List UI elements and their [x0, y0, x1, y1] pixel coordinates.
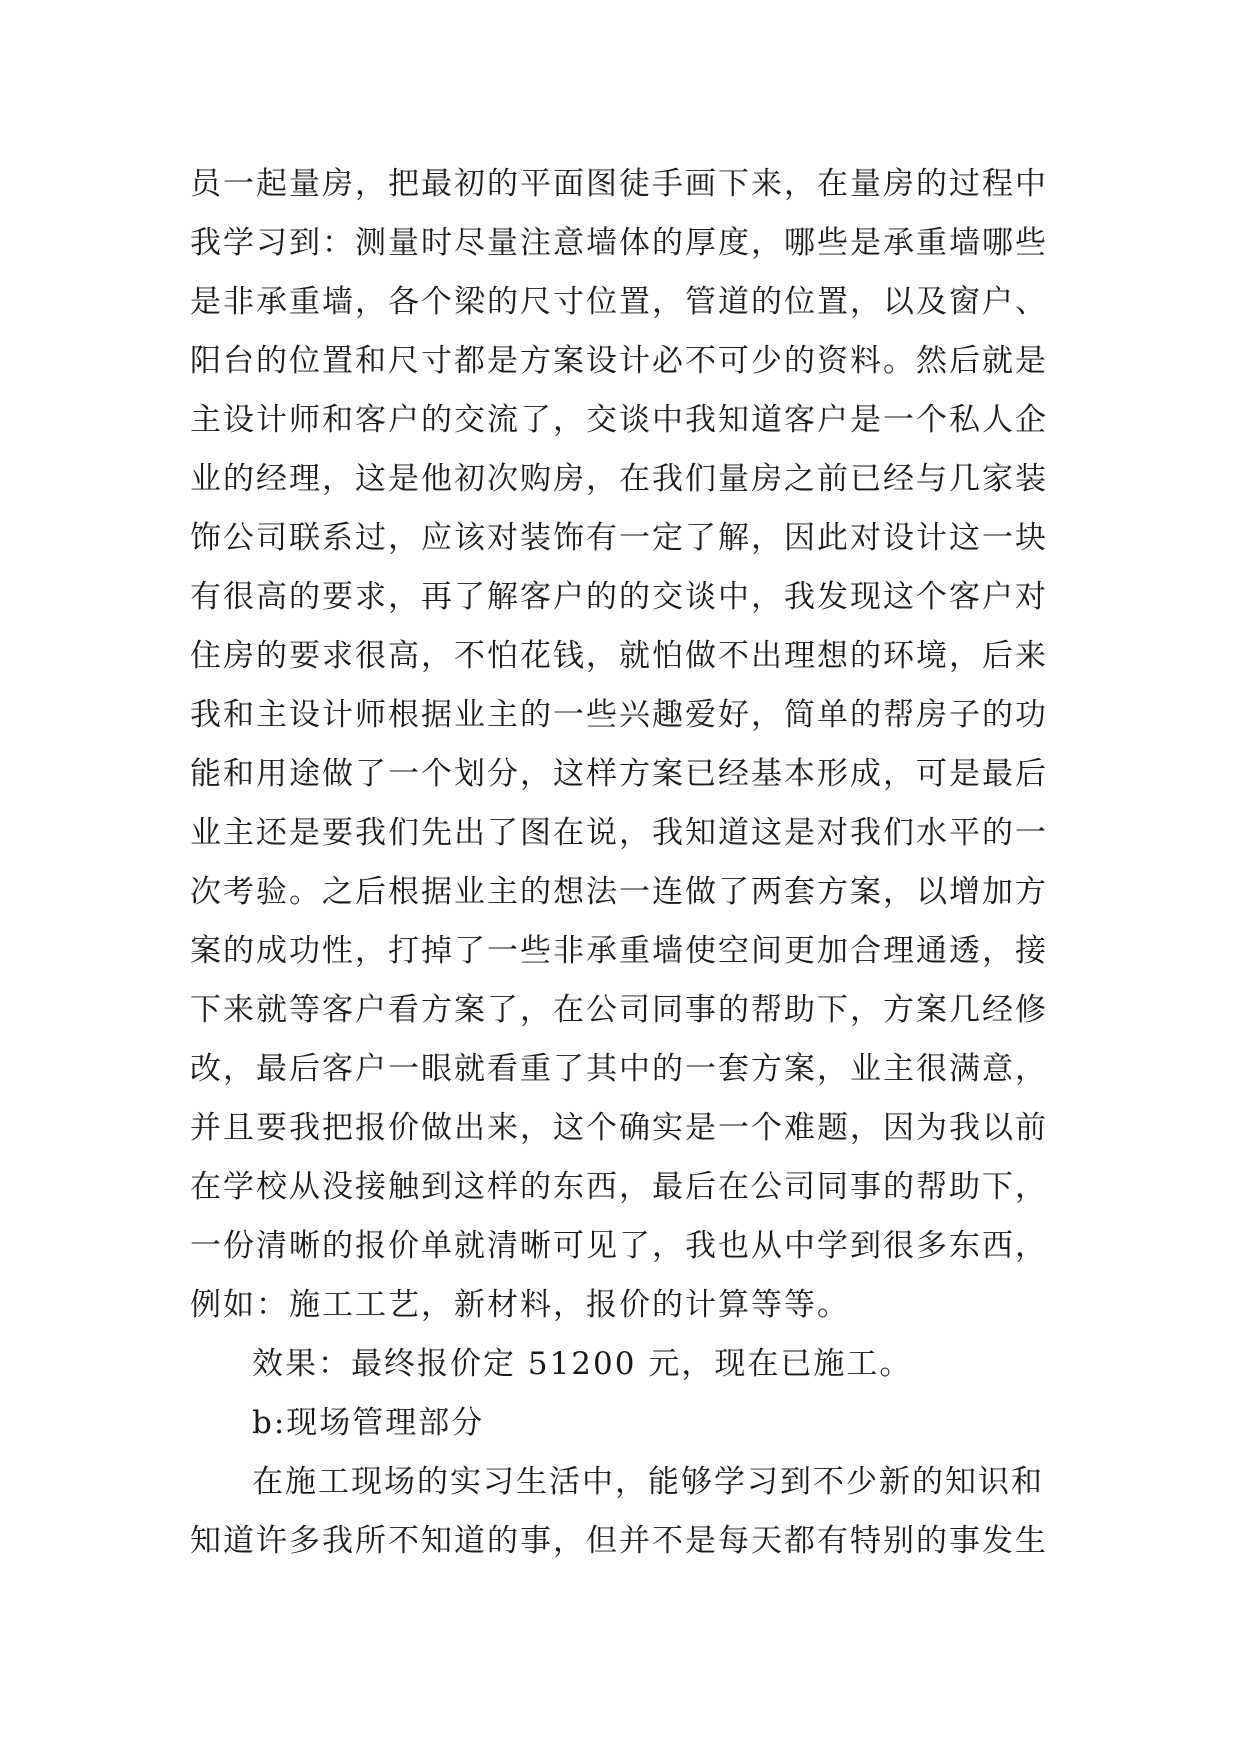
text-line: 业的经理，这是他初次购房，在我们量房之前已经与几家装: [190, 461, 1048, 497]
text-line: 例如：施工工艺，新材料，报价的计算等等。: [190, 1287, 850, 1323]
text-line: 主设计师和客户的交流了，交谈中我知道客户是一个私人企: [190, 402, 1048, 438]
text-line: 阳台的位置和尺寸都是方案设计必不可少的资料。然后就是: [190, 343, 1048, 379]
text-line: 下来就等客户看方案了，在公司同事的帮助下，方案几经修: [190, 992, 1048, 1028]
text-line: 业主还是要我们先出了图在说，我知道这是对我们水平的一: [190, 815, 1048, 851]
text-line: 并且要我把报价做出来，这个确实是一个难题，因为我以前: [190, 1110, 1048, 1146]
text-line: 员一起量房，把最初的平面图徒手画下来，在量房的过程中: [190, 166, 1048, 202]
text-line: 饰公司联系过，应该对装饰有一定了解，因此对设计这一块: [190, 520, 1048, 556]
section-heading: b:现场管理部分: [252, 1405, 485, 1441]
text-line: 我和主设计师根据业主的一些兴趣爱好，简单的帮房子的功: [190, 697, 1048, 733]
text-line: 改，最后客户一眼就看重了其中的一套方案，业主很满意，: [190, 1051, 1048, 1087]
text-line: 住房的要求很高，不怕花钱，就怕做不出理想的环境，后来: [190, 638, 1048, 674]
paragraph-start-line: 在施工现场的实习生活中，能够学习到不少新的知识和: [252, 1464, 1044, 1500]
text-line: 次考验。之后根据业主的想法一连做了两套方案，以增加方: [190, 874, 1048, 910]
body-text: [190, 155, 1070, 1571]
text-line: 我学习到：测量时尽量注意墙体的厚度，哪些是承重墙哪些: [190, 225, 1048, 261]
text-line: 知道许多我所不知道的事，但并不是每天都有特别的事发生: [190, 1523, 1048, 1559]
text-line: 案的成功性，打掉了一些非承重墙使空间更加合理通透，接: [190, 933, 1048, 969]
text-line: 是非承重墙，各个梁的尺寸位置，管道的位置，以及窗户、: [190, 284, 1048, 320]
result-line: 效果：最终报价定 51200 元，现在已施工。: [252, 1346, 913, 1382]
text-line: 有很高的要求，再了解客户的的交谈中，我发现这个客户对: [190, 579, 1048, 615]
text-line: 一份清晰的报价单就清晰可见了，我也从中学到很多东西，: [190, 1228, 1048, 1264]
text-line: 能和用途做了一个划分，这样方案已经基本形成，可是最后: [190, 756, 1048, 792]
text-line: 在学校从没接触到这样的东西，最后在公司同事的帮助下，: [190, 1169, 1048, 1205]
